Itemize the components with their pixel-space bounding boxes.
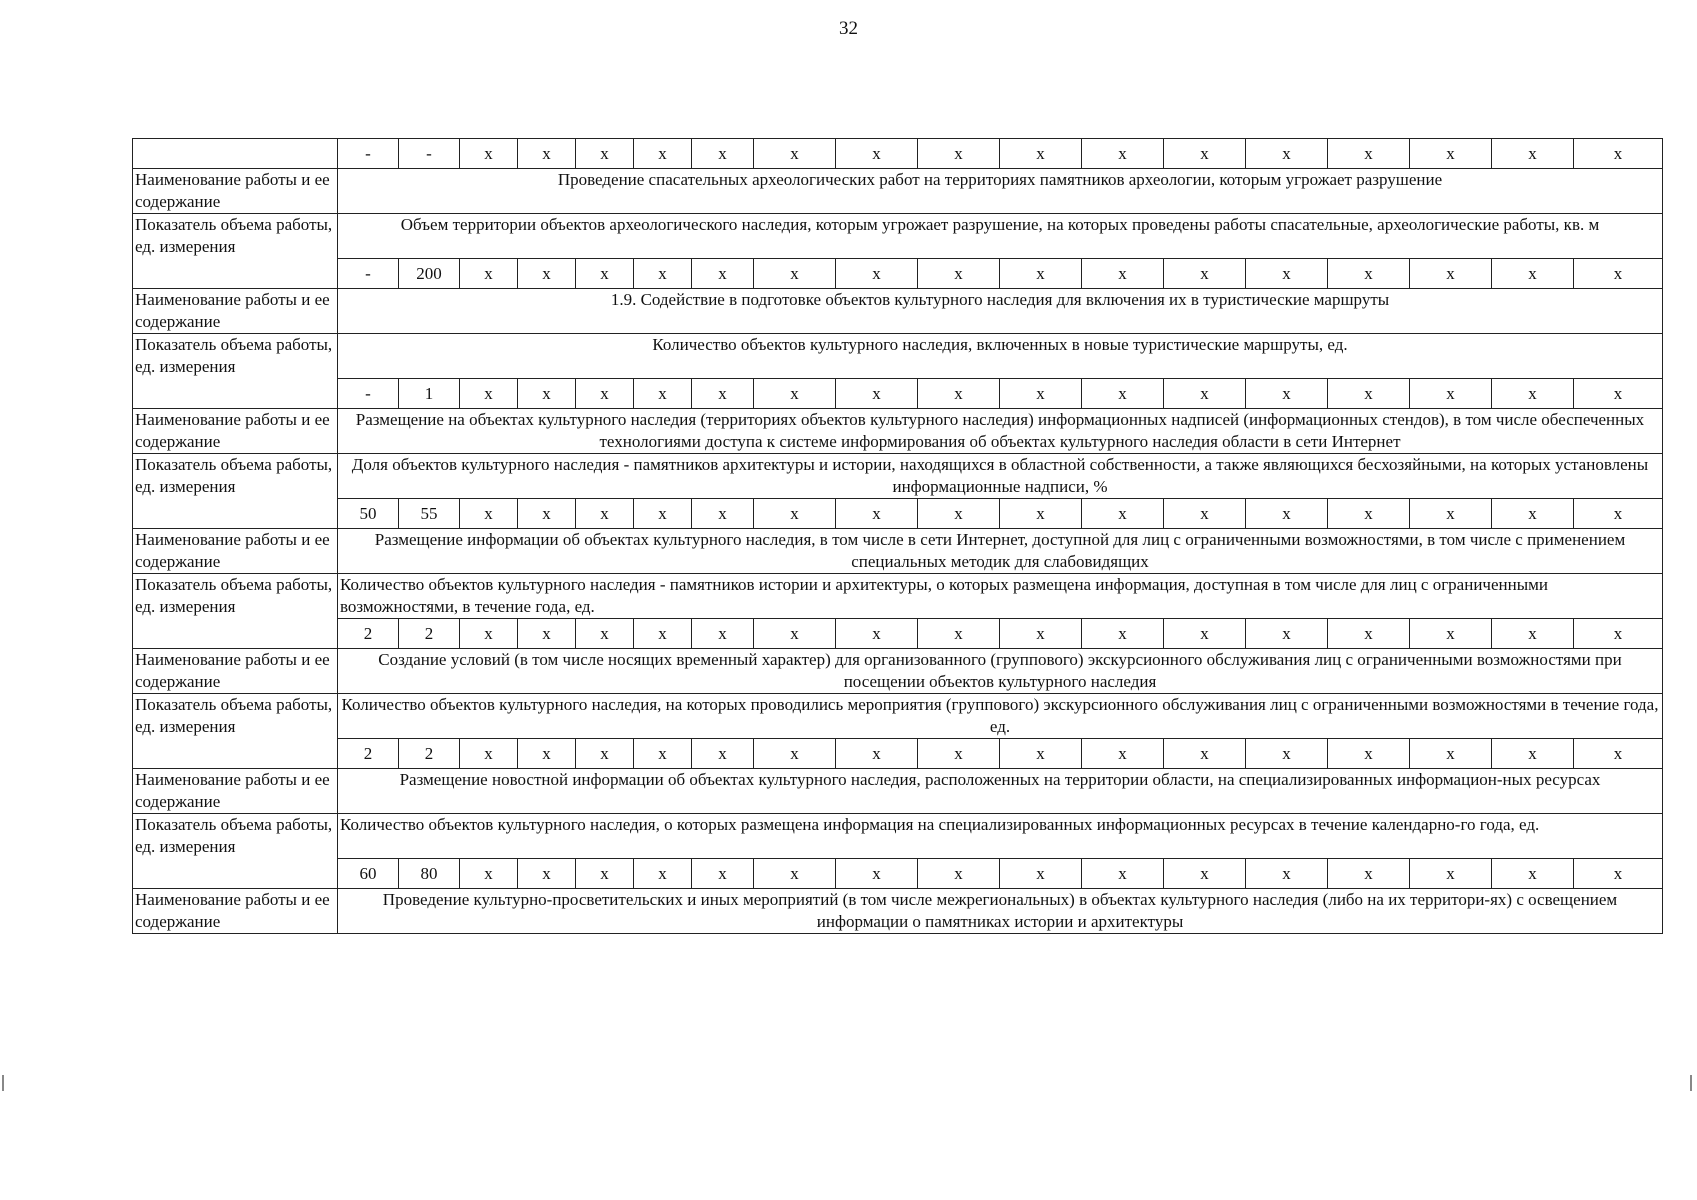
value-cell: x xyxy=(1328,739,1410,769)
value-cell: x xyxy=(1410,259,1492,289)
indicator-row xyxy=(133,214,1663,259)
value-cell: x xyxy=(1164,259,1246,289)
value-cell: x xyxy=(460,499,518,529)
indicator-text: Количество объектов культурного наследия, включенных в новые туристические маршруты, ед. xyxy=(338,334,1663,379)
work-name-text: Проведение спасательных археологических работ на территориях памятников археологии, которым угрожает разрушение xyxy=(338,169,1663,214)
value-cell: x xyxy=(754,739,836,769)
value-cell: x xyxy=(1000,499,1082,529)
value-cell: x xyxy=(1574,859,1663,889)
values-row xyxy=(133,259,1663,289)
work-name-label: Наименование работы и ее содержание xyxy=(133,769,338,814)
value-cell: x xyxy=(918,619,1000,649)
work-name-row xyxy=(133,289,1663,334)
value-cell: x xyxy=(518,619,576,649)
indicator-text: Количество объектов культурного наследия - памятников истории и архитектуры, о которых размещена информация, доступная в том числе для лиц с ограниченными возможностями, в течение года, ед. xyxy=(338,574,1663,619)
value-cell: x xyxy=(1246,139,1328,169)
value-cell: x xyxy=(1328,139,1410,169)
indicator-label: Показатель объема работы, ед. измерения xyxy=(133,454,338,529)
value-cell: x xyxy=(460,739,518,769)
value-cell: x xyxy=(918,739,1000,769)
value-cell: - xyxy=(338,259,399,289)
value-cell: x xyxy=(460,619,518,649)
value-cell: x xyxy=(634,139,692,169)
value-cell: x xyxy=(1574,379,1663,409)
value-cell: x xyxy=(754,259,836,289)
work-name-label: Наименование работы и ее содержание xyxy=(133,289,338,334)
value-cell: x xyxy=(1492,139,1574,169)
value-cell: x xyxy=(1492,739,1574,769)
value-cell: x xyxy=(754,859,836,889)
value-cell: x xyxy=(1164,379,1246,409)
work-name-row xyxy=(133,769,1663,814)
value-cell: 55 xyxy=(399,499,460,529)
value-cell: x xyxy=(1328,619,1410,649)
value-cell: x xyxy=(460,139,518,169)
indicator-row xyxy=(133,334,1663,379)
value-cell: x xyxy=(754,619,836,649)
values-row xyxy=(133,859,1663,889)
value-cell: x xyxy=(1082,859,1164,889)
value-cell: x xyxy=(460,379,518,409)
work-name-label: Наименование работы и ее содержание xyxy=(133,649,338,694)
value-cell: x xyxy=(836,859,918,889)
values-row xyxy=(133,499,1663,529)
value-cell: x xyxy=(918,139,1000,169)
value-cell: x xyxy=(754,499,836,529)
work-name-label: Наименование работы и ее содержание xyxy=(133,169,338,214)
value-cell: 200 xyxy=(399,259,460,289)
value-cell: x xyxy=(1410,379,1492,409)
value-cell: x xyxy=(1000,859,1082,889)
value-cell: x xyxy=(634,619,692,649)
value-cell: x xyxy=(692,379,754,409)
value-cell: x xyxy=(1000,739,1082,769)
value-cell: x xyxy=(460,859,518,889)
indicator-row xyxy=(133,574,1663,619)
value-cell: x xyxy=(576,139,634,169)
value-cell: x xyxy=(1574,259,1663,289)
indicator-text: Количество объектов культурного наследия, на которых проводились мероприятия (группового) экскурсионного обслуживания лиц с ограниченными возможностями в течение года, ед. xyxy=(338,694,1663,739)
value-cell: x xyxy=(518,499,576,529)
value-cell: 2 xyxy=(399,619,460,649)
value-cell: x xyxy=(836,259,918,289)
value-cell: x xyxy=(836,499,918,529)
value-cell: x xyxy=(1082,139,1164,169)
value-cell: x xyxy=(1410,739,1492,769)
value-cell: x xyxy=(1082,619,1164,649)
value-cell: x xyxy=(1246,739,1328,769)
value-cell: x xyxy=(1328,379,1410,409)
values-row-top xyxy=(133,139,1663,169)
value-cell: x xyxy=(1246,379,1328,409)
value-cell: x xyxy=(1246,859,1328,889)
value-cell: x xyxy=(692,259,754,289)
work-name-row xyxy=(133,409,1663,454)
value-cell: 60 xyxy=(338,859,399,889)
value-cell: x xyxy=(576,859,634,889)
value-cell: x xyxy=(1410,139,1492,169)
value-cell: x xyxy=(1082,739,1164,769)
value-cell: x xyxy=(1000,259,1082,289)
value-cell: 80 xyxy=(399,859,460,889)
value-cell: x xyxy=(692,499,754,529)
value-cell: x xyxy=(1082,499,1164,529)
value-cell: x xyxy=(918,499,1000,529)
value-cell: x xyxy=(1492,259,1574,289)
value-cell: x xyxy=(518,739,576,769)
value-cell: x xyxy=(836,379,918,409)
value-cell: x xyxy=(1164,859,1246,889)
value-cell: x xyxy=(1246,619,1328,649)
value-cell: x xyxy=(634,859,692,889)
value-cell: 1 xyxy=(399,379,460,409)
value-cell: x xyxy=(1574,499,1663,529)
indicator-text: Доля объектов культурного наследия - памятников архитектуры и истории, находящихся в областной собственности, а также являющихся бесхозяйными, на которых установлены информационные надписи, % xyxy=(338,454,1663,499)
indicator-label: Показатель объема работы, ед. измерения xyxy=(133,214,338,289)
activities-table xyxy=(132,138,1663,934)
value-cell: x xyxy=(634,499,692,529)
value-cell: x xyxy=(1410,859,1492,889)
value-cell: x xyxy=(518,259,576,289)
value-cell: 50 xyxy=(338,499,399,529)
values-row xyxy=(133,379,1663,409)
value-cell: x xyxy=(918,379,1000,409)
indicator-row xyxy=(133,814,1663,859)
indicator-text: Количество объектов культурного наследия, о которых размещена информация на специализированных информационных ресурсах в течение календарно-го года, ед. xyxy=(338,814,1663,859)
value-cell: 2 xyxy=(399,739,460,769)
value-cell: x xyxy=(692,739,754,769)
value-cell: x xyxy=(1000,379,1082,409)
values-row xyxy=(133,619,1663,649)
work-name-label: Наименование работы и ее содержание xyxy=(133,889,338,934)
indicator-label: Показатель объема работы, ед. измерения xyxy=(133,574,338,649)
scan-mark-right xyxy=(1690,1075,1692,1091)
value-cell: x xyxy=(1082,379,1164,409)
work-name-row xyxy=(133,529,1663,574)
work-name-label: Наименование работы и ее содержание xyxy=(133,529,338,574)
work-name-row xyxy=(133,649,1663,694)
value-cell: x xyxy=(1164,499,1246,529)
work-name-row xyxy=(133,889,1663,934)
value-cell: x xyxy=(1574,139,1663,169)
indicator-row xyxy=(133,454,1663,499)
work-name-text: Проведение культурно-просветительских и иных мероприятий (в том числе межрегиональных) в объектах культурного наследия (либо на их территори-ях) с освещением информации о памятниках истории и архитектуры xyxy=(338,889,1663,934)
work-name-text: Создание условий (в том числе носящих временный характер) для организованного (группового) экскурсионного обслуживания лиц с ограниченными возможностями при посещении объектов культурного наследия xyxy=(338,649,1663,694)
value-cell: x xyxy=(518,139,576,169)
value-cell: x xyxy=(1574,619,1663,649)
value-cell: x xyxy=(1246,259,1328,289)
value-cell: 2 xyxy=(338,739,399,769)
values-row xyxy=(133,739,1663,769)
value-cell: x xyxy=(692,859,754,889)
value-cell: x xyxy=(1246,499,1328,529)
value-cell: x xyxy=(1492,619,1574,649)
work-name-text: 1.9. Содействие в подготовке объектов культурного наследия для включения их в туристические маршруты xyxy=(338,289,1663,334)
table-body xyxy=(133,139,1663,934)
indicator-label: Показатель объема работы, ед. измерения xyxy=(133,814,338,889)
indicator-row xyxy=(133,694,1663,739)
value-cell: x xyxy=(1164,139,1246,169)
page-number: 32 xyxy=(839,18,858,39)
value-cell: x xyxy=(754,379,836,409)
indicator-text: Объем территории объектов археологического наследия, которым угрожает разрушение, на которых проведены работы спасательные, археологические работы, кв. м xyxy=(338,214,1663,259)
value-cell: x xyxy=(576,259,634,289)
value-cell: x xyxy=(634,739,692,769)
value-cell: x xyxy=(518,859,576,889)
value-cell: x xyxy=(692,619,754,649)
value-cell: x xyxy=(918,259,1000,289)
value-cell: x xyxy=(1574,739,1663,769)
value-cell: x xyxy=(692,139,754,169)
value-cell: x xyxy=(1410,499,1492,529)
value-cell: x xyxy=(1410,619,1492,649)
value-cell: x xyxy=(1000,139,1082,169)
value-cell: x xyxy=(1492,859,1574,889)
value-cell: x xyxy=(1000,619,1082,649)
value-cell: x xyxy=(576,379,634,409)
work-name-label: Наименование работы и ее содержание xyxy=(133,409,338,454)
value-cell: x xyxy=(1492,379,1574,409)
value-cell: x xyxy=(754,139,836,169)
value-cell: x xyxy=(1492,499,1574,529)
value-cell: x xyxy=(460,259,518,289)
work-name-text: Размещение на объектах культурного наследия (территориях объектов культурного наследия) информационных надписей (информационных стендов), в том числе обеспеченных технологиями доступа к системе информирования об объектах культурного наследия области в сети Интернет xyxy=(338,409,1663,454)
work-name-text: Размещение информации об объектах культурного наследия, в том числе в сети Интернет, доступной для лиц с ограниченными возможностями, в том числе с применением специальных методик для слабовидящих xyxy=(338,529,1663,574)
value-cell: x xyxy=(634,259,692,289)
value-cell: - xyxy=(338,379,399,409)
value-cell: 2 xyxy=(338,619,399,649)
scan-mark-left xyxy=(2,1075,4,1091)
value-cell: x xyxy=(836,739,918,769)
value-cell: x xyxy=(1328,259,1410,289)
value-cell: x xyxy=(1328,859,1410,889)
value-cell: x xyxy=(836,619,918,649)
value-cell: x xyxy=(576,739,634,769)
value-cell: x xyxy=(1328,499,1410,529)
value-cell: x xyxy=(518,379,576,409)
value-cell: x xyxy=(1164,739,1246,769)
work-name-text: Размещение новостной информации об объектах культурного наследия, расположенных на территории области, на специализированных информацион-ных ресурсах xyxy=(338,769,1663,814)
indicator-label: Показатель объема работы, ед. измерения xyxy=(133,694,338,769)
value-cell: x xyxy=(576,619,634,649)
value-cell: - xyxy=(338,139,399,169)
value-cell: x xyxy=(1082,259,1164,289)
value-cell: x xyxy=(836,139,918,169)
value-cell: x xyxy=(1164,619,1246,649)
indicator-label: Показатель объема работы, ед. измерения xyxy=(133,334,338,409)
empty-label-cell xyxy=(133,139,338,169)
value-cell: - xyxy=(399,139,460,169)
value-cell: x xyxy=(576,499,634,529)
value-cell: x xyxy=(918,859,1000,889)
value-cell: x xyxy=(634,379,692,409)
work-name-row xyxy=(133,169,1663,214)
